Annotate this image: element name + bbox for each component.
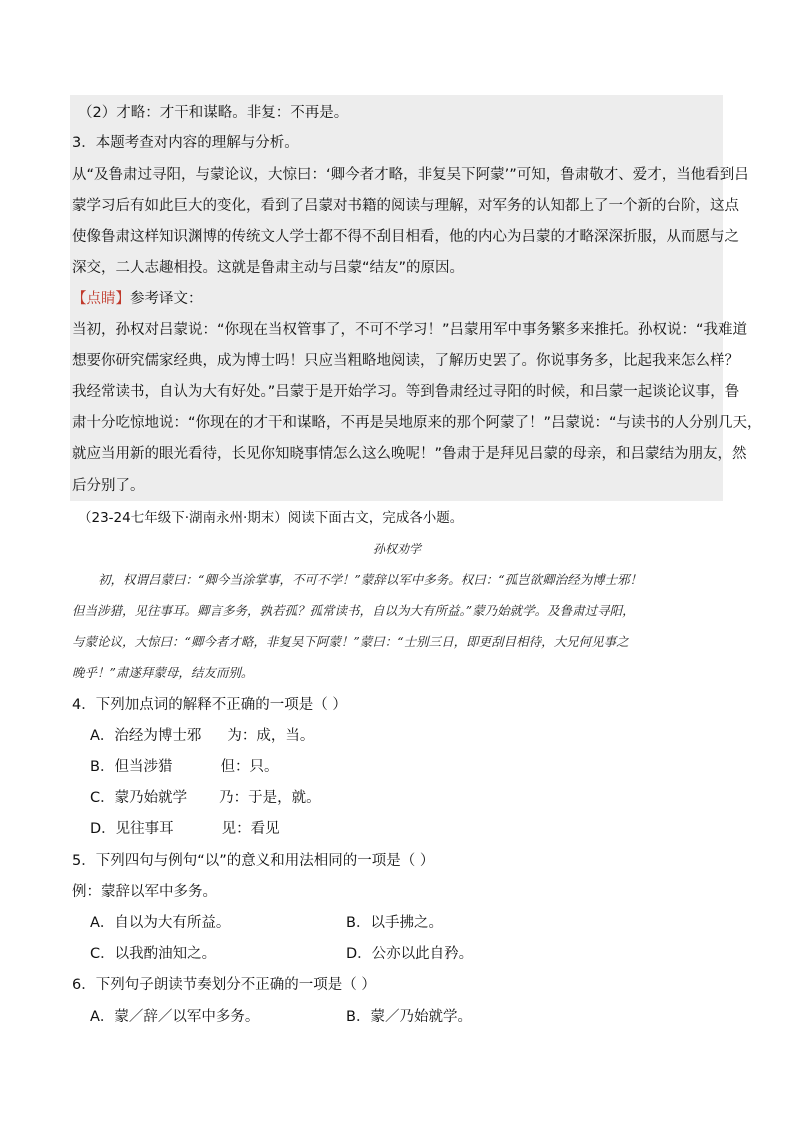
translation-line: 肃十分吃惊地说：“你现在的才干和谋略，不再是吴地原来的那个阿蒙了！”吕蒙说：“与读书的人分别几天， xyxy=(72,415,762,431)
answer-line-2: （2）才略：才干和谋略。非复：不再是。 xyxy=(78,105,349,121)
q4-option-c[interactable] xyxy=(90,788,321,808)
passage-line: 初，权谓吕蒙曰：“卿今当涂掌事，不可不学！”蒙辞以军中多务。权曰：“孤岂欲卿治经为博士邪！ xyxy=(98,572,643,587)
q3-answer-line: 从“及鲁肃过寻阳，与蒙论议，大惊曰：‘卿今者才略，非复吴下阿蒙’”可知，鲁肃敬才、爱才，当他看到吕 xyxy=(72,167,749,183)
translation-line: 我经常读书，自认为大有好处。”吕蒙于是开始学习。等到鲁肃经过寻阳的时候，和吕蒙一起谈论议事，鲁 xyxy=(72,384,740,400)
passage-line: 与蒙论议，大惊曰：“卿今者才略，非复吴下阿蒙！”蒙曰：“士别三日，即更刮目相待，大兄何见事之 xyxy=(72,634,629,649)
option-text: B．但当涉猎 xyxy=(90,759,173,775)
dianjing-label: 参考译文： xyxy=(130,291,203,307)
option-text: A．治经为博士邪 xyxy=(90,728,202,744)
q3-answer-line: 蒙学习后有如此巨大的变化，看到了吕蒙对书籍的阅读与理解，对军务的认知都上了一个新的台阶，这点 xyxy=(72,198,739,214)
q4-option-b[interactable] xyxy=(90,757,278,777)
translation-line: 就应当用新的眼光看待，长见你知晓事情怎么这么晚呢！”鲁肃于是拜见吕蒙的母亲，和吕蒙结为朋友，然 xyxy=(72,446,747,462)
translation-line: 后分别了。 xyxy=(72,478,145,494)
translation-line: 想要你研究儒家经典，成为博士吗！只应当粗略地阅读，了解历史罢了。你说事务多，比起我来怎么样？ xyxy=(72,353,739,369)
source-line: （23-24七年级下·湖南永州·期末）阅读下面古文，完成各小题。 xyxy=(78,510,464,526)
passage-line: 晚乎！”肃遂拜蒙母，结友而别。 xyxy=(72,665,254,680)
q5-stem: 5．下列四句与例句“以”的意义和用法相同的一项是（ ） xyxy=(72,853,435,869)
q5-option-d[interactable]: D．公亦以此自矜。 xyxy=(346,946,474,962)
passage-line: 但当涉猎，见往事耳。卿言多务，孰若孤？孤常读书，自以为大有所益。”蒙乃始就学。及鲁肃过寻阳， xyxy=(72,603,635,618)
translation-line: 当初，孙权对吕蒙说：“你现在当权管事了，不可不学习！”吕蒙用军中事务繁多来推托。孙权说：“我难道 xyxy=(72,322,748,338)
option-gloss: 但：只。 xyxy=(220,759,279,775)
dianjing-heading xyxy=(72,289,203,309)
q4-option-d[interactable] xyxy=(90,819,280,839)
q6-stem: 6．下列句子朗读节奏划分不正确的一项是（ ） xyxy=(72,977,376,993)
q5-option-a[interactable]: A．自以为大有所益。 xyxy=(90,915,231,931)
q3-answer-line: 深交，二人志趣相投。这就是鲁肃主动与吕蒙“结友”的原因。 xyxy=(72,260,465,276)
option-gloss: 乃：于是，就。 xyxy=(219,790,321,806)
option-text: C．蒙乃始就学 xyxy=(90,790,188,806)
q6-option-a[interactable]: A．蒙／辞／以军中多务。 xyxy=(90,1009,260,1025)
option-gloss: 为：成，当。 xyxy=(227,728,315,744)
q4-stem: 4．下列加点词的解释不正确的一项是（ ） xyxy=(72,697,347,713)
q3-answer-heading: 3．本题考查对内容的理解与分析。 xyxy=(72,135,299,151)
q5-example: 例：蒙辞以军中多务。 xyxy=(72,884,217,900)
q5-option-c[interactable]: C．以我酌油知之。 xyxy=(90,946,217,962)
q5-option-b[interactable]: B．以手拂之。 xyxy=(346,915,443,931)
q4-option-a[interactable] xyxy=(90,726,314,746)
passage-title: 孙权劝学 xyxy=(372,542,421,556)
option-text: D．见往事耳 xyxy=(90,821,174,837)
dianjing-tag: 【点睛】 xyxy=(72,291,130,307)
option-gloss: 见：看见 xyxy=(221,821,280,837)
q3-answer-line: 使像鲁肃这样知识渊博的传统文人学士都不得不刮目相看，他的内心为吕蒙的才略深深折服，从而愿与之 xyxy=(72,229,739,245)
q6-option-b[interactable]: B．蒙／乃始就学。 xyxy=(346,1009,472,1025)
